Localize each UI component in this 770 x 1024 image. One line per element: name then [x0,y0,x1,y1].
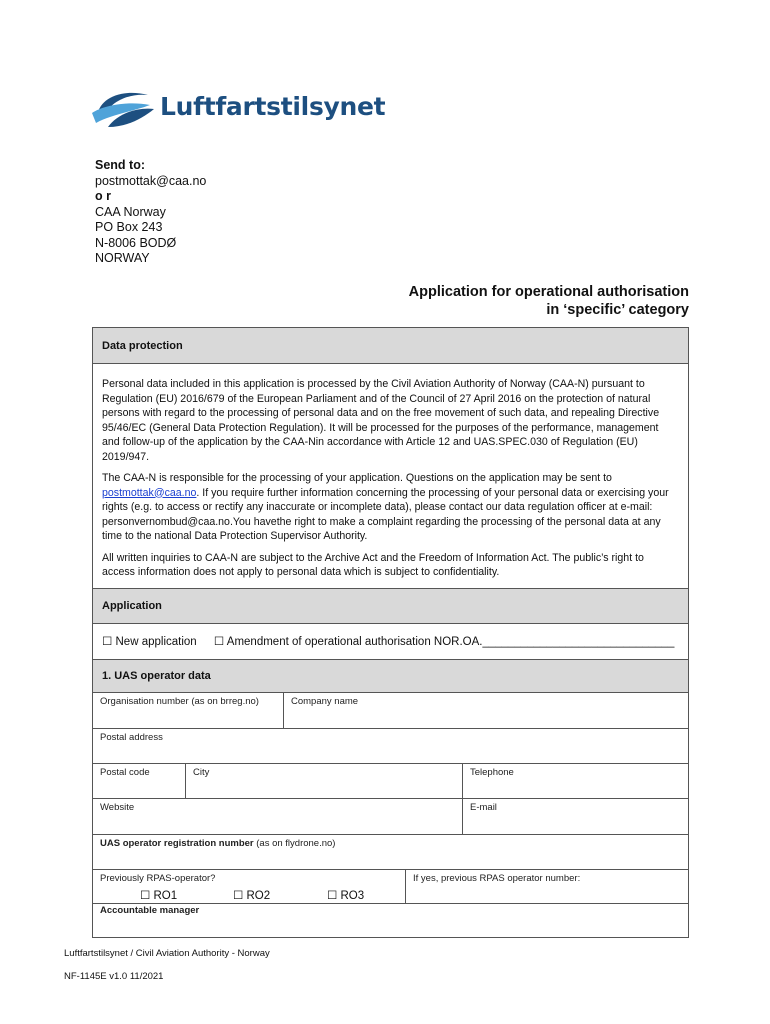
application-form [92,327,689,938]
postal-address-field[interactable] [93,729,688,763]
title-line-2: in ‘specific’ category [546,301,689,318]
city-field[interactable] [185,764,462,798]
postal-address-row [93,729,688,764]
field-label: UAS operator registration number [100,838,254,849]
paragraph: All written inquiries to CAA-N are subject to the Archive Act and the Freedom of Information Act. The public’s right to access information does not apply to personal data which is subject to confidentiality. [102,551,644,578]
paragraph-text: The CAA-N is responsible for the processing of your application. Questions on the application may be sent to [102,472,612,484]
field-label: If yes, previous RPAS operator number: [413,873,581,884]
field-label: Telephone [470,767,514,778]
field-label: Accountable manager [100,905,200,916]
field-label: Postal code [100,767,150,778]
data-protection-heading: Data protection [102,340,183,352]
ro2-checkbox[interactable]: ☐ RO2 [233,890,271,902]
org-number-field[interactable] [93,693,283,728]
application-heading: Application [102,600,162,612]
field-label: City [193,767,210,778]
company-name-field[interactable] [283,693,688,728]
logo [90,83,386,135]
accountable-manager-field[interactable] [93,904,688,937]
org-row [93,693,688,729]
field-label: Company name [291,696,359,707]
application-type-row [93,624,688,660]
uas-operator-header [93,660,688,693]
paragraph: Personal data included in this application is processed by the Civil Aviation Authority of Norway (CAA-N) pursuant to Regulation (EU) 2016/679 of the European Parliament and of the Council of 27 April 2016 on the protection of natural persons with regard to the processing of personal data and on the free movement of such data, and repealing Directive 95/46/EC (General Data Protection Regulation). It will be processed for the purposes of the performance, management and follow-up of the application by the CAA-Nin accordance with Article 12 and UAS.SPEC.030 of Regulation (EU) 2019/947. [102,378,660,463]
registration-number-field[interactable] [93,835,688,869]
footer-form-id: NF-1145E v1.0 11/2021 [64,971,164,982]
uas-operator-heading: 1. UAS operator data [102,670,211,682]
paragraph-text: . If you require further information concerning the processing of your personal data or exercising your rights (e.g. to access or rectify any inaccurate or incomplete data), please contact our data regulation officer at e-mail: personvernombud@caa.no.You havethe right to make a complaint regarding the processing of the personal data at any time to the national Data Protection Supervisor Authority. [102,486,669,542]
logo-wordmark: Luftfartstilsynet [160,92,386,121]
postal-code-row [93,764,688,799]
address-line: NORWAY [95,251,150,265]
accountable-manager-row [93,904,688,937]
field-label-hint: (as on flydrone.no) [253,838,336,849]
field-label: Organisation number (as on brreg.no) [100,696,259,707]
registration-row [93,835,688,870]
postal-code-field[interactable] [93,764,185,798]
application-header [93,589,688,624]
address-line: PO Box 243 [95,220,163,234]
footer-agency: Luftfartstilsynet / Civil Aviation Authority - Norway [64,948,270,959]
field-label: Website [100,802,135,813]
email-field[interactable] [462,799,688,834]
send-to-email: postmottak@caa.no [95,173,207,188]
ro3-checkbox[interactable]: ☐ RO3 [327,890,365,902]
data-protection-text [93,364,688,589]
title-line-1: Application for operational authorisation [408,284,689,300]
new-application-checkbox[interactable]: ☐ New application [102,636,197,648]
data-protection-header [93,328,688,364]
address-line: CAA Norway [95,204,166,219]
or-label: o r [95,189,111,203]
page-title [409,284,689,319]
ro1-checkbox[interactable]: ☐ RO1 [140,890,178,902]
amendment-checkbox[interactable]: ☐ Amendment of operational authorisation NOR.OA.______________________________ [213,636,675,648]
paragraph [102,471,679,544]
logo-icon [90,83,156,135]
previous-rpas-row [93,870,688,904]
previous-rpas-number-field[interactable] [405,870,688,903]
address-line: N-8006 BODØ [95,235,177,250]
website-row [93,799,688,835]
field-label: Postal address [100,732,163,743]
website-field[interactable] [93,799,462,834]
send-to-address [95,158,206,267]
telephone-field[interactable] [462,764,688,798]
email-link[interactable]: postmottak@caa.no [102,486,197,499]
field-label: E-mail [470,802,497,813]
previous-rpas-field [93,870,405,903]
field-label: Previously RPAS-operator? [100,873,216,884]
send-to-label: Send to: [95,158,145,172]
